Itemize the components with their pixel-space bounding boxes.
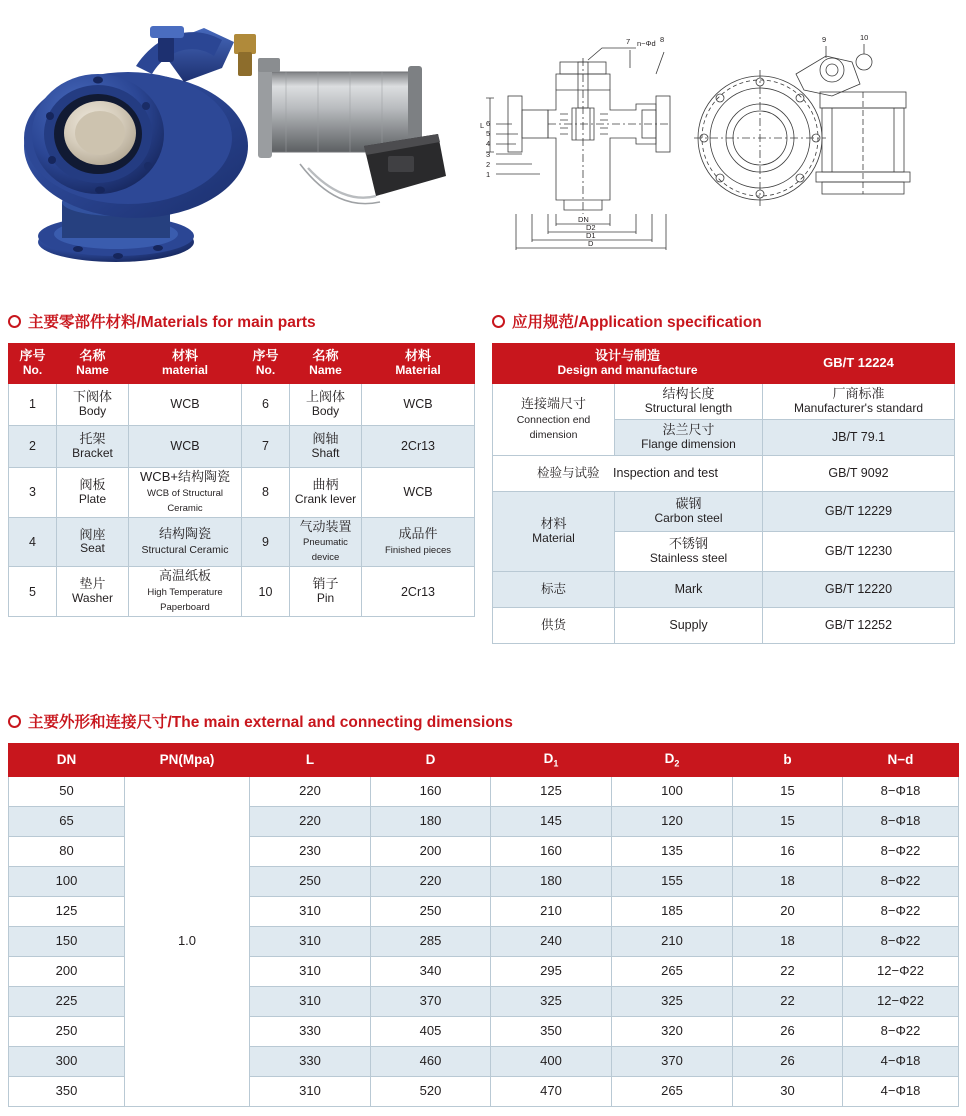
item-cn: 碳钢	[675, 495, 702, 511]
cell-dn: 250	[9, 1017, 125, 1047]
table-row	[9, 425, 475, 467]
cell-name-cn: 曲柄	[312, 476, 339, 492]
svg-text:7: 7	[626, 37, 631, 46]
cell-d: 200	[371, 837, 491, 867]
cell-name	[57, 383, 129, 425]
svg-text:6: 6	[486, 119, 491, 128]
cell-material	[129, 517, 242, 567]
cell-d: 520	[371, 1077, 491, 1107]
cell-item-cn: 供货	[493, 607, 615, 643]
cell-b: 18	[733, 927, 843, 957]
cell-dn: 200	[9, 957, 125, 987]
header-en: Material	[395, 362, 441, 377]
cell-name	[57, 425, 129, 467]
cell-d: 285	[371, 927, 491, 957]
item-cn: 结构长度	[662, 385, 715, 401]
cell-name	[290, 517, 362, 567]
header-en: Name	[309, 362, 342, 377]
cell-d1: 210	[491, 897, 612, 927]
cell-no: 6	[242, 383, 290, 425]
cell-inspection	[493, 455, 763, 491]
cell-material: WCB	[362, 467, 475, 517]
cell-nd: 4−Φ18	[843, 1077, 959, 1107]
dimensions-col-d2: $D_2$	[612, 744, 733, 777]
cell-nd: 8−Φ22	[843, 1017, 959, 1047]
materials-title: 主要零部件材料/Materials for main parts	[28, 314, 316, 331]
cell-item	[615, 491, 763, 531]
cell-d1: 180	[491, 867, 612, 897]
header-cn: 序号	[19, 348, 46, 363]
cell-l: 220	[250, 777, 371, 807]
item-en: Structural length	[644, 400, 733, 415]
cell-l: 330	[250, 1047, 371, 1077]
cell-dn: 300	[9, 1047, 125, 1077]
svg-text:2: 2	[486, 160, 491, 169]
cell-no: 10	[242, 567, 290, 617]
header-en: No.	[255, 362, 276, 377]
appspec-header-standard: GB/T 12224	[763, 344, 955, 384]
item-en: Inspection and test	[613, 466, 718, 481]
dimensions-header-row	[9, 744, 959, 777]
cell-nd: 12−Φ22	[843, 957, 959, 987]
svg-text:n−Φd: n−Φd	[637, 39, 656, 48]
cell-no: 8	[242, 467, 290, 517]
cell-value: GB/T 9092	[763, 455, 955, 491]
cell-nd: 8−Φ18	[843, 807, 959, 837]
cell-l: 310	[250, 957, 371, 987]
svg-text:8: 8	[660, 35, 665, 44]
cell-b: 18	[733, 867, 843, 897]
cell-b: 30	[733, 1077, 843, 1107]
group-cn: 连接端尺寸	[520, 396, 586, 412]
cell-name-en: Crank lever	[294, 491, 357, 506]
cell-d: 180	[371, 807, 491, 837]
item-cn: 不锈钢	[668, 535, 708, 551]
cell-name-cn: 阀座	[79, 526, 106, 542]
appspec-header-design	[493, 344, 763, 384]
cell-dn: 50	[9, 777, 125, 807]
appspec-header-row	[493, 344, 955, 384]
table-row	[493, 491, 955, 531]
cell-pn: 1.0	[125, 777, 250, 1107]
cell-material: 2Cr13	[362, 425, 475, 467]
svg-text:3: 3	[486, 150, 491, 159]
dimensions-table	[8, 743, 959, 1107]
table-row	[493, 383, 955, 419]
header-cn: 材料	[404, 348, 431, 363]
dimensions-col-pn: PN(Mpa)	[125, 744, 250, 777]
cell-d1: 350	[491, 1017, 612, 1047]
cell-nd: 8−Φ22	[843, 837, 959, 867]
cell-no: 5	[9, 567, 57, 617]
cell-material-cn: 结构陶瓷	[158, 526, 211, 542]
cell-d: 460	[371, 1047, 491, 1077]
materials-col-mat2	[362, 344, 475, 384]
cell-value	[763, 383, 955, 419]
cell-value: GB/T 12229	[763, 491, 955, 531]
materials-header-row	[9, 344, 475, 384]
cell-value: GB/T 12252	[763, 607, 955, 643]
cell-d2: 370	[612, 1047, 733, 1077]
header-cn: 序号	[252, 348, 279, 363]
materials-col-no1	[9, 344, 57, 384]
engineering-drawing	[460, 18, 958, 258]
cell-dn: 150	[9, 927, 125, 957]
header-cn: 材料	[171, 348, 198, 363]
cell-no: 4	[9, 517, 57, 567]
cell-name-en: Plate	[78, 491, 107, 506]
cell-name-cn: 上阀体	[305, 388, 345, 404]
cell-b: 16	[733, 837, 843, 867]
application-specification-table	[492, 343, 955, 644]
cell-no: 9	[242, 517, 290, 567]
cell-d: 370	[371, 987, 491, 1017]
cell-name-en: Pneumatic device	[303, 537, 348, 564]
dimensions-col-b: b	[733, 744, 843, 777]
materials-col-name1	[57, 344, 129, 384]
cell-l: 310	[250, 987, 371, 1017]
cell-d2: 265	[612, 957, 733, 987]
cell-item	[615, 383, 763, 419]
table-row	[9, 517, 475, 567]
svg-text:4: 4	[486, 139, 491, 148]
dimensions-title: 主要外形和连接尺寸/The main external and connecting dimensions	[28, 714, 513, 731]
cell-material-en: WCB of Structural Ceramic	[146, 487, 224, 514]
cell-name-en: Pin	[316, 591, 335, 606]
cell-value: GB/T 12230	[763, 531, 955, 571]
bullet-icon	[8, 715, 21, 728]
materials-col-no2	[242, 344, 290, 384]
cell-name	[57, 567, 129, 617]
dimensions-section	[8, 710, 958, 1107]
cell-nd: 8−Φ22	[843, 867, 959, 897]
svg-text:D: D	[588, 239, 594, 248]
appspec-section-heading	[492, 310, 958, 332]
cell-name	[290, 425, 362, 467]
materials-section	[8, 310, 478, 617]
cell-item-en: Mark	[615, 571, 763, 607]
cell-l: 330	[250, 1017, 371, 1047]
header-cn: 名称	[312, 348, 339, 363]
cell-no: 1	[9, 383, 57, 425]
header-en: Design and manufacture	[557, 362, 698, 377]
cell-name-cn: 下阀体	[72, 388, 112, 404]
cell-dn: 350	[9, 1077, 125, 1107]
cell-nd: 8−Φ18	[843, 777, 959, 807]
cell-dn: 65	[9, 807, 125, 837]
cell-material: WCB	[129, 425, 242, 467]
cell-d1: 470	[491, 1077, 612, 1107]
materials-col-name2	[290, 344, 362, 384]
cell-group-connection	[493, 383, 615, 455]
cell-name-cn: 气动装置	[299, 518, 352, 534]
header-en: Name	[76, 362, 109, 377]
cell-dn: 125	[9, 897, 125, 927]
cell-name-cn: 垫片	[79, 576, 106, 592]
materials-section-heading	[8, 310, 478, 332]
cell-name-cn: 销子	[312, 576, 339, 592]
cell-nd: 4−Φ18	[843, 1047, 959, 1077]
table-row	[9, 567, 475, 617]
cell-l: 310	[250, 927, 371, 957]
dimensions-col-nd: N−d	[843, 744, 959, 777]
dimensions-col-l: L	[250, 744, 371, 777]
cell-l: 310	[250, 897, 371, 927]
cell-d1: 125	[491, 777, 612, 807]
svg-text:D2: D2	[586, 223, 596, 232]
cell-name	[57, 517, 129, 567]
value-en: Manufacturer's standard	[793, 400, 924, 415]
bullet-icon	[8, 315, 21, 328]
cell-nd: 8−Φ22	[843, 897, 959, 927]
header-en: No.	[22, 362, 43, 377]
table-row	[9, 467, 475, 517]
table-row	[493, 455, 955, 491]
cell-name-cn: 阀板	[79, 476, 106, 492]
cell-material-cn: 高温纸板	[158, 568, 211, 584]
cell-d: 220	[371, 867, 491, 897]
cell-l: 250	[250, 867, 371, 897]
cell-value: GB/T 12220	[763, 571, 955, 607]
svg-text:D1: D1	[586, 231, 596, 240]
cell-d1: 295	[491, 957, 612, 987]
item-en: Stainless steel	[649, 550, 728, 565]
header-cn: 设计与制造	[594, 348, 660, 363]
cell-b: 26	[733, 1017, 843, 1047]
cell-material	[129, 467, 242, 517]
cell-d1: 145	[491, 807, 612, 837]
dimensions-col-d1: $D_1$	[491, 744, 612, 777]
cell-d2: 155	[612, 867, 733, 897]
cell-b: 15	[733, 777, 843, 807]
cell-d2: 135	[612, 837, 733, 867]
cell-d2: 100	[612, 777, 733, 807]
cell-no: 7	[242, 425, 290, 467]
cell-b: 22	[733, 987, 843, 1017]
cell-b: 22	[733, 957, 843, 987]
application-specification-section	[492, 310, 958, 644]
cell-d1: 400	[491, 1047, 612, 1077]
cell-d1: 160	[491, 837, 612, 867]
cell-d2: 265	[612, 1077, 733, 1107]
cell-material-en: High Temperature Paperboard	[147, 587, 223, 614]
header-cn: 名称	[79, 348, 106, 363]
cell-d2: 325	[612, 987, 733, 1017]
cell-no: 3	[9, 467, 57, 517]
cell-dn: 100	[9, 867, 125, 897]
cell-name-cn: 托架	[79, 430, 106, 446]
cell-material: WCB	[362, 383, 475, 425]
cell-name	[57, 467, 129, 517]
svg-text:9: 9	[822, 35, 827, 44]
cell-d: 340	[371, 957, 491, 987]
group-en: Material	[532, 530, 575, 545]
appspec-title: 应用规范/Application specification	[512, 314, 762, 331]
cell-b: 15	[733, 807, 843, 837]
dimensions-col-dn: DN	[9, 744, 125, 777]
table-row	[9, 383, 475, 425]
materials-col-mat1	[129, 344, 242, 384]
cell-name-en: Seat	[80, 541, 105, 556]
cell-nd: 12−Φ22	[843, 987, 959, 1017]
cell-d2: 320	[612, 1017, 733, 1047]
cell-d: 160	[371, 777, 491, 807]
cell-name-cn: 阀轴	[312, 430, 339, 446]
product-photo	[8, 6, 448, 274]
cell-value: JB/T 79.1	[763, 419, 955, 455]
cell-l: 310	[250, 1077, 371, 1107]
svg-text:L: L	[480, 121, 485, 130]
item-en: Flange dimension	[641, 436, 736, 451]
cell-no: 2	[9, 425, 57, 467]
cell-material: WCB	[129, 383, 242, 425]
cell-b: 20	[733, 897, 843, 927]
cell-item-cn: 标志	[493, 571, 615, 607]
cell-d: 405	[371, 1017, 491, 1047]
cell-d2: 120	[612, 807, 733, 837]
cell-item	[615, 531, 763, 571]
cell-nd: 8−Φ22	[843, 927, 959, 957]
cell-name	[290, 567, 362, 617]
cell-name-en: Washer	[72, 591, 113, 606]
materials-table	[8, 343, 475, 617]
cell-name	[290, 383, 362, 425]
cell-material-en: Structural Ceramic	[141, 544, 229, 557]
cell-name-en: Shaft	[311, 445, 340, 460]
cell-material: 2Cr13	[362, 567, 475, 617]
cell-name-en: Body	[78, 403, 107, 418]
cell-group-material	[493, 491, 615, 571]
cell-d2: 210	[612, 927, 733, 957]
cell-item-en: Supply	[615, 607, 763, 643]
value-cn: 厂商标准	[832, 385, 885, 401]
svg-text:10: 10	[860, 33, 869, 42]
cell-d2: 185	[612, 897, 733, 927]
cell-name	[290, 467, 362, 517]
svg-text:1: 1	[486, 170, 491, 179]
cell-item	[615, 419, 763, 455]
item-cn: 法兰尺寸	[662, 421, 715, 437]
dimensions-section-heading	[8, 710, 958, 732]
dimensions-col-d: D	[371, 744, 491, 777]
cell-d: 250	[371, 897, 491, 927]
svg-text:5: 5	[486, 129, 491, 138]
cell-material-cn: WCB+结构陶瓷	[140, 468, 230, 484]
table-row	[493, 607, 955, 643]
product-imagery	[0, 0, 966, 278]
item-en: Carbon steel	[654, 510, 723, 525]
table-row	[9, 777, 959, 807]
bullet-icon	[492, 315, 505, 328]
item-cn: 检验与试验	[537, 466, 600, 481]
cell-b: 26	[733, 1047, 843, 1077]
cell-dn: 80	[9, 837, 125, 867]
table-row	[493, 571, 955, 607]
cell-l: 230	[250, 837, 371, 867]
cell-d1: 325	[491, 987, 612, 1017]
cell-material	[362, 517, 475, 567]
cell-d1: 240	[491, 927, 612, 957]
cell-name-en: Bracket	[72, 445, 113, 460]
cell-l: 220	[250, 807, 371, 837]
cell-material-en: Finished pieces	[384, 544, 451, 556]
cell-material	[129, 567, 242, 617]
cell-material-cn: 成品件	[398, 525, 438, 541]
cell-dn: 225	[9, 987, 125, 1017]
header-en: material	[161, 362, 209, 377]
group-en: Connection end dimension	[516, 414, 591, 441]
group-cn: 材料	[540, 515, 567, 531]
cell-name-en: Body	[311, 403, 340, 418]
svg-text:DN: DN	[578, 215, 589, 224]
